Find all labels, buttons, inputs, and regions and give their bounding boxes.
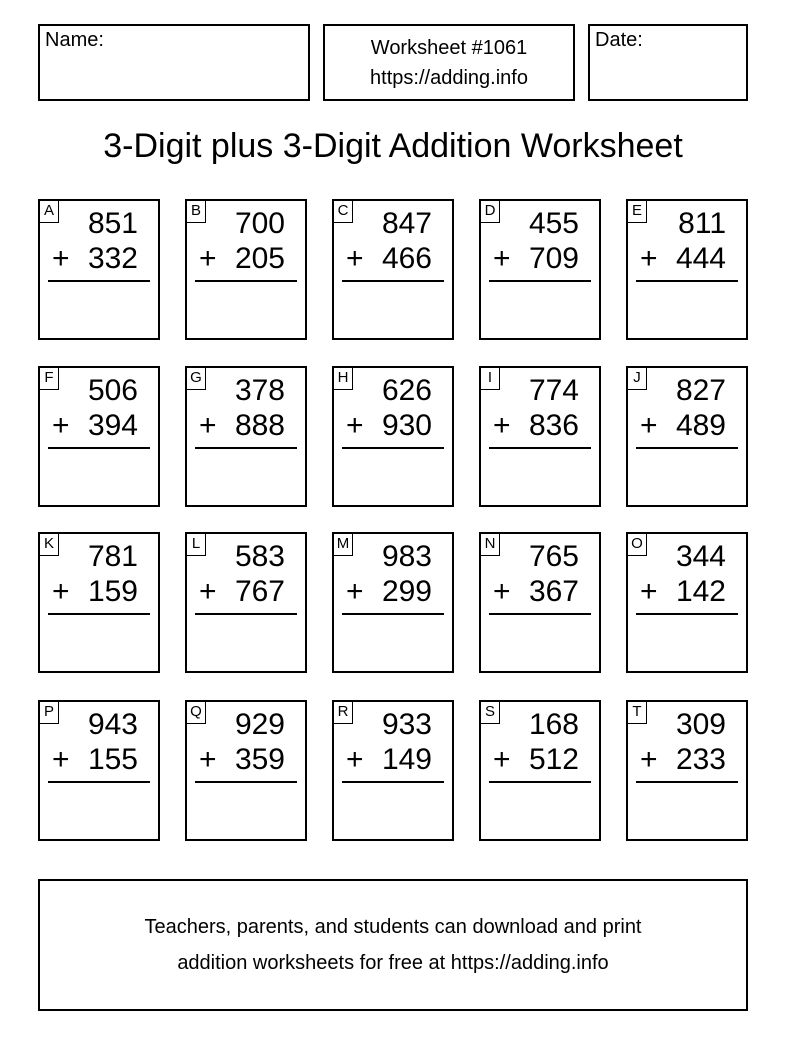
top-addend: 933 — [381, 708, 432, 741]
bottom-addend: 367 — [528, 575, 579, 608]
bottom-addend: 930 — [381, 409, 432, 442]
top-addend: 583 — [234, 540, 285, 573]
worksheet-url: https://adding.info — [370, 67, 528, 89]
date-field-box[interactable] — [588, 24, 748, 101]
answer-line — [195, 280, 297, 282]
top-addend: 700 — [234, 207, 285, 240]
plus-sign: + — [493, 575, 511, 608]
problem-card — [479, 366, 601, 507]
bottom-addend: 512 — [528, 743, 579, 776]
problem-letter: P — [40, 702, 59, 724]
answer-line — [489, 613, 591, 615]
answer-line — [48, 781, 150, 783]
top-addend: 851 — [87, 207, 138, 240]
problem-letter: L — [187, 534, 206, 556]
problem-letter: S — [481, 702, 500, 724]
problem-card — [626, 700, 748, 841]
footer-text-line-1: Teachers, parents, and students can download and print — [144, 916, 642, 938]
problem-letter: Q — [187, 702, 206, 724]
date-label: Date: — [595, 29, 643, 51]
problem-card — [185, 532, 307, 673]
answer-line — [636, 280, 738, 282]
problem-card — [479, 700, 601, 841]
problem-letter: M — [334, 534, 353, 556]
bottom-addend: 149 — [381, 743, 432, 776]
problem-letter: C — [334, 201, 353, 223]
bottom-addend: 888 — [234, 409, 285, 442]
top-addend: 983 — [381, 540, 432, 573]
top-addend: 344 — [675, 540, 726, 573]
plus-sign: + — [493, 743, 511, 776]
top-addend: 943 — [87, 708, 138, 741]
bottom-addend: 159 — [87, 575, 138, 608]
footer-text-line-2: addition worksheets for free at https://adding.info — [177, 952, 609, 974]
footer-box — [38, 879, 748, 1011]
top-addend: 774 — [528, 374, 579, 407]
top-addend: 626 — [381, 374, 432, 407]
top-addend: 168 — [528, 708, 579, 741]
answer-line — [48, 613, 150, 615]
bottom-addend: 233 — [675, 743, 726, 776]
problem-letter: K — [40, 534, 59, 556]
problem-letter: D — [481, 201, 500, 223]
top-addend: 378 — [234, 374, 285, 407]
problem-card — [38, 532, 160, 673]
top-addend: 827 — [675, 374, 726, 407]
plus-sign: + — [640, 743, 658, 776]
top-addend: 765 — [528, 540, 579, 573]
plus-sign: + — [640, 575, 658, 608]
name-field-box[interactable] — [38, 24, 310, 101]
worksheet-number: Worksheet #1061 — [370, 37, 528, 59]
answer-line — [489, 447, 591, 449]
plus-sign: + — [199, 409, 217, 442]
top-addend: 506 — [87, 374, 138, 407]
plus-sign: + — [52, 743, 70, 776]
problem-letter: N — [481, 534, 500, 556]
plus-sign: + — [52, 409, 70, 442]
problem-card — [38, 700, 160, 841]
bottom-addend: 359 — [234, 743, 285, 776]
problem-card — [185, 700, 307, 841]
problem-letter: A — [40, 201, 59, 223]
problem-letter: J — [628, 368, 647, 390]
problem-card — [332, 532, 454, 673]
answer-line — [342, 447, 444, 449]
problem-card — [626, 199, 748, 340]
answer-line — [636, 613, 738, 615]
plus-sign: + — [346, 743, 364, 776]
plus-sign: + — [346, 575, 364, 608]
bottom-addend: 155 — [87, 743, 138, 776]
problem-card — [185, 366, 307, 507]
answer-line — [489, 280, 591, 282]
page-title: 3-Digit plus 3-Digit Addition Worksheet — [103, 127, 683, 165]
bottom-addend: 466 — [381, 242, 432, 275]
problem-card — [332, 700, 454, 841]
top-addend: 455 — [528, 207, 579, 240]
answer-line — [195, 781, 297, 783]
problem-card — [479, 199, 601, 340]
top-addend: 847 — [381, 207, 432, 240]
name-label: Name: — [45, 29, 104, 51]
bottom-addend: 394 — [87, 409, 138, 442]
top-addend: 309 — [675, 708, 726, 741]
plus-sign: + — [199, 575, 217, 608]
answer-line — [636, 447, 738, 449]
top-addend: 781 — [87, 540, 138, 573]
plus-sign: + — [52, 242, 70, 275]
problem-card — [38, 366, 160, 507]
problem-card — [332, 366, 454, 507]
problem-letter: O — [628, 534, 647, 556]
bottom-addend: 836 — [528, 409, 579, 442]
bottom-addend: 709 — [528, 242, 579, 275]
problem-card — [185, 199, 307, 340]
plus-sign: + — [493, 242, 511, 275]
bottom-addend: 205 — [234, 242, 285, 275]
answer-line — [195, 447, 297, 449]
bottom-addend: 142 — [675, 575, 726, 608]
bottom-addend: 299 — [381, 575, 432, 608]
problem-card — [332, 199, 454, 340]
problem-letter: T — [628, 702, 647, 724]
plus-sign: + — [493, 409, 511, 442]
plus-sign: + — [640, 409, 658, 442]
plus-sign: + — [199, 743, 217, 776]
top-addend: 929 — [234, 708, 285, 741]
problem-letter: R — [334, 702, 353, 724]
worksheet-info-box — [323, 24, 575, 101]
problem-letter: F — [40, 368, 59, 390]
problem-card — [626, 366, 748, 507]
bottom-addend: 489 — [675, 409, 726, 442]
problem-letter: H — [334, 368, 353, 390]
answer-line — [342, 613, 444, 615]
answer-line — [195, 613, 297, 615]
problem-card — [479, 532, 601, 673]
plus-sign: + — [346, 409, 364, 442]
problem-letter: E — [628, 201, 647, 223]
bottom-addend: 332 — [87, 242, 138, 275]
plus-sign: + — [199, 242, 217, 275]
bottom-addend: 767 — [234, 575, 285, 608]
top-addend: 811 — [678, 207, 726, 240]
plus-sign: + — [346, 242, 364, 275]
problem-card — [626, 532, 748, 673]
plus-sign: + — [52, 575, 70, 608]
problem-letter: G — [187, 368, 206, 390]
answer-line — [48, 447, 150, 449]
problem-card — [38, 199, 160, 340]
answer-line — [48, 280, 150, 282]
answer-line — [489, 781, 591, 783]
plus-sign: + — [640, 242, 658, 275]
answer-line — [636, 781, 738, 783]
problem-letter: I — [481, 368, 500, 390]
bottom-addend: 444 — [675, 242, 726, 275]
answer-line — [342, 280, 444, 282]
answer-line — [342, 781, 444, 783]
problem-letter: B — [187, 201, 206, 223]
